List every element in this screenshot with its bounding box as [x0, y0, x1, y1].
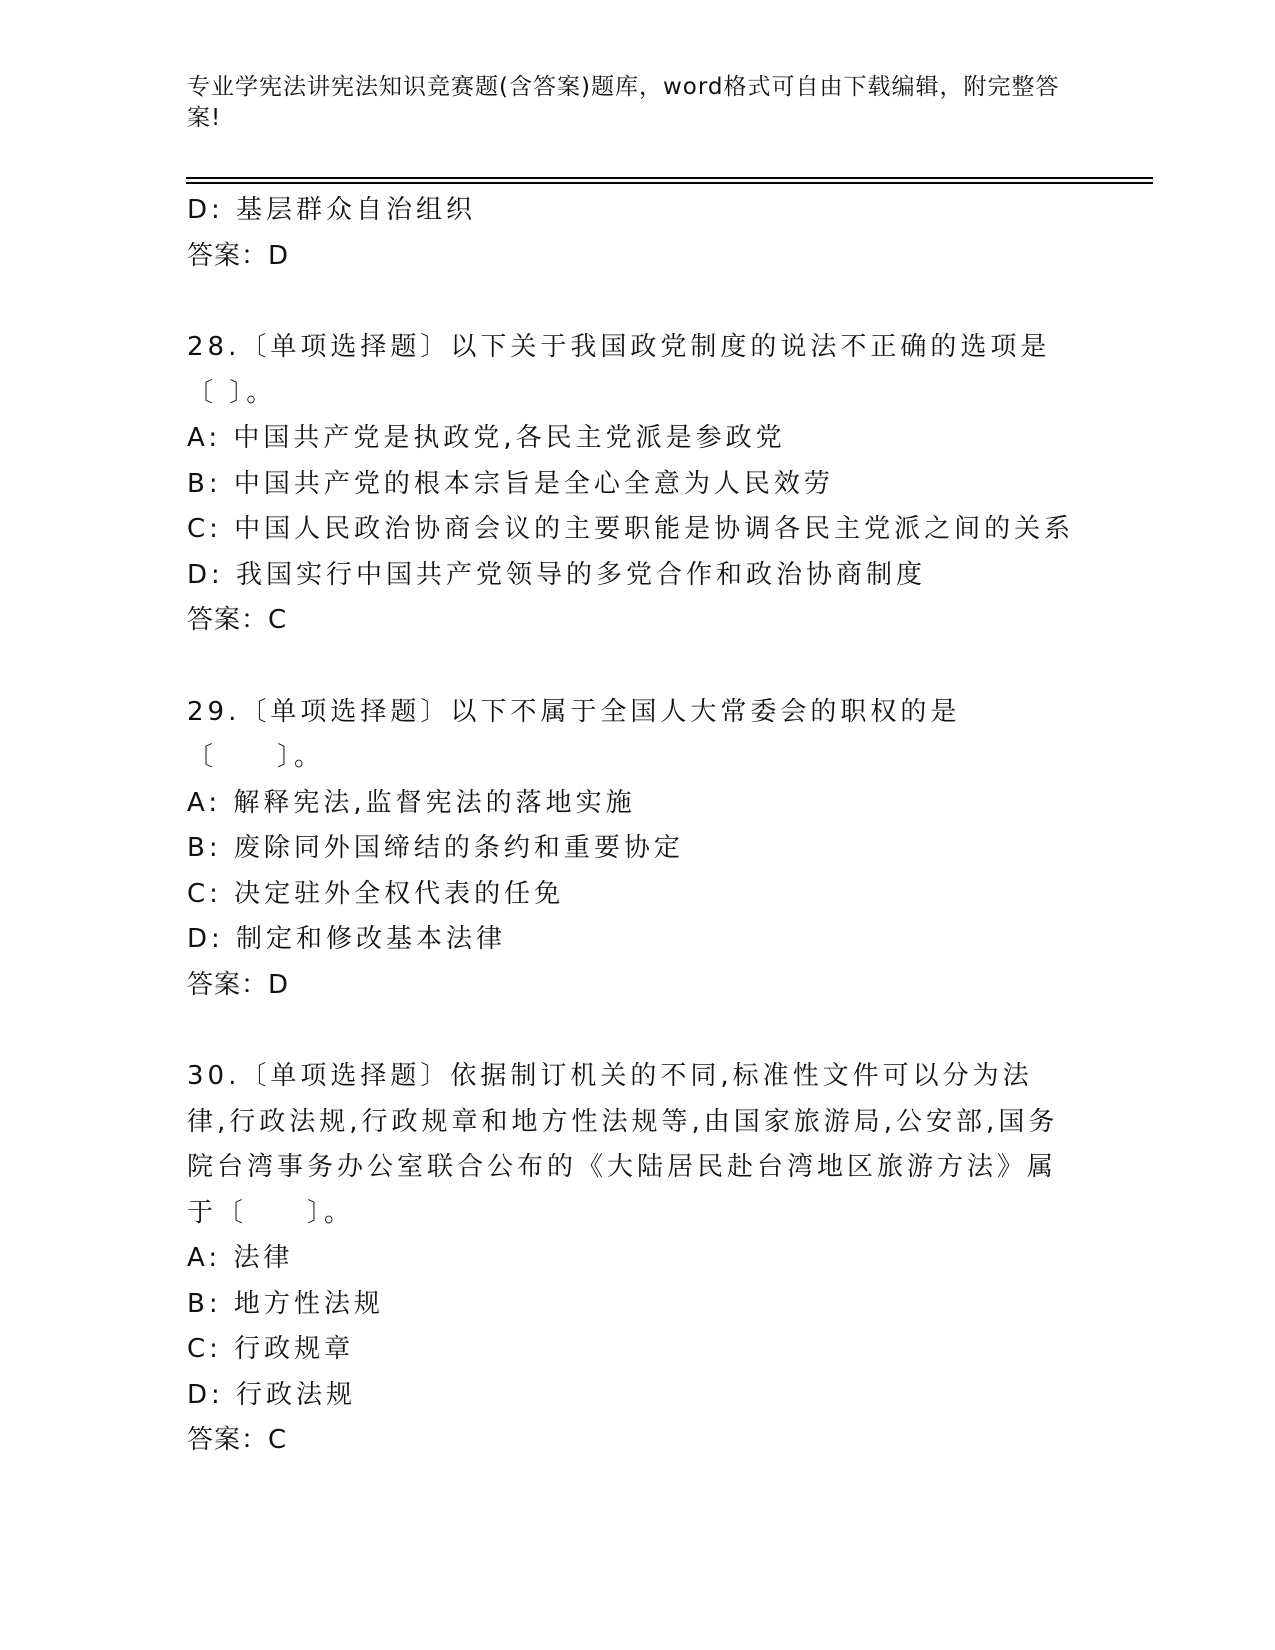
document-header: 专业学宪法讲宪法知识竞赛题(含答案)题库，word格式可自由下载编辑，附完整答案!	[187, 74, 1060, 131]
spacer	[187, 279, 1087, 325]
question-text: 30.〔单项选择题〕依据制订机关的不同,标准性文件可以分为法律,行政法规,行政规章和地方性法规等,由国家旅游局,公安部,国务院台湾事务办公室联合公布的《大陆居民赴台湾地区旅游方法》属于〔 〕。	[187, 1061, 1059, 1228]
answer-line: 答案：D	[187, 969, 290, 1000]
answer-line: 答案：C	[187, 605, 288, 635]
option-d: D: 制定和修改基本法律	[187, 924, 507, 954]
spacer	[187, 644, 1087, 690]
question-list	[187, 188, 1087, 1464]
question-text: 28.〔单项选择题〕以下关于我国政党制度的说法不正确的选项是〔 〕。	[187, 332, 1051, 408]
option-b: B: 地方性法规	[187, 1288, 384, 1319]
option-b: B: 中国共产党的根本宗旨是全心全意为人民效劳	[187, 468, 834, 499]
option-a: A: 解释宪法,监督宪法的落地实施	[187, 787, 636, 818]
header-rule-top	[186, 177, 1153, 179]
header-rule-bottom	[186, 182, 1153, 184]
option-d: D: 基层群众自治组织	[187, 195, 477, 225]
question-29	[187, 690, 1087, 1009]
option-c: C: 决定驻外全权代表的任免	[187, 878, 565, 909]
option-d: D: 我国实行中国共产党领导的多党合作和政治协商制度	[187, 559, 927, 590]
answer-line: 答案：D	[187, 240, 290, 271]
answer-line: 答案：C	[187, 1425, 288, 1455]
option-d: D: 行政法规	[187, 1379, 357, 1410]
question-30	[187, 1054, 1087, 1464]
spacer	[187, 1008, 1087, 1054]
question-text: 29.〔单项选择题〕以下不属于全国人大常委会的职权的是〔 〕。	[187, 696, 961, 772]
option-a: A: 中国共产党是执政党,各民主党派是参政党	[187, 423, 786, 453]
option-c: C: 行政规章	[187, 1334, 355, 1364]
option-a: A: 法律	[187, 1243, 294, 1273]
question-28	[187, 325, 1087, 644]
option-c: C: 中国人民政治协商会议的主要职能是协调各民主党派之间的关系	[187, 514, 1075, 544]
option-b: B: 废除同外国缔结的条约和重要协定	[187, 833, 684, 863]
